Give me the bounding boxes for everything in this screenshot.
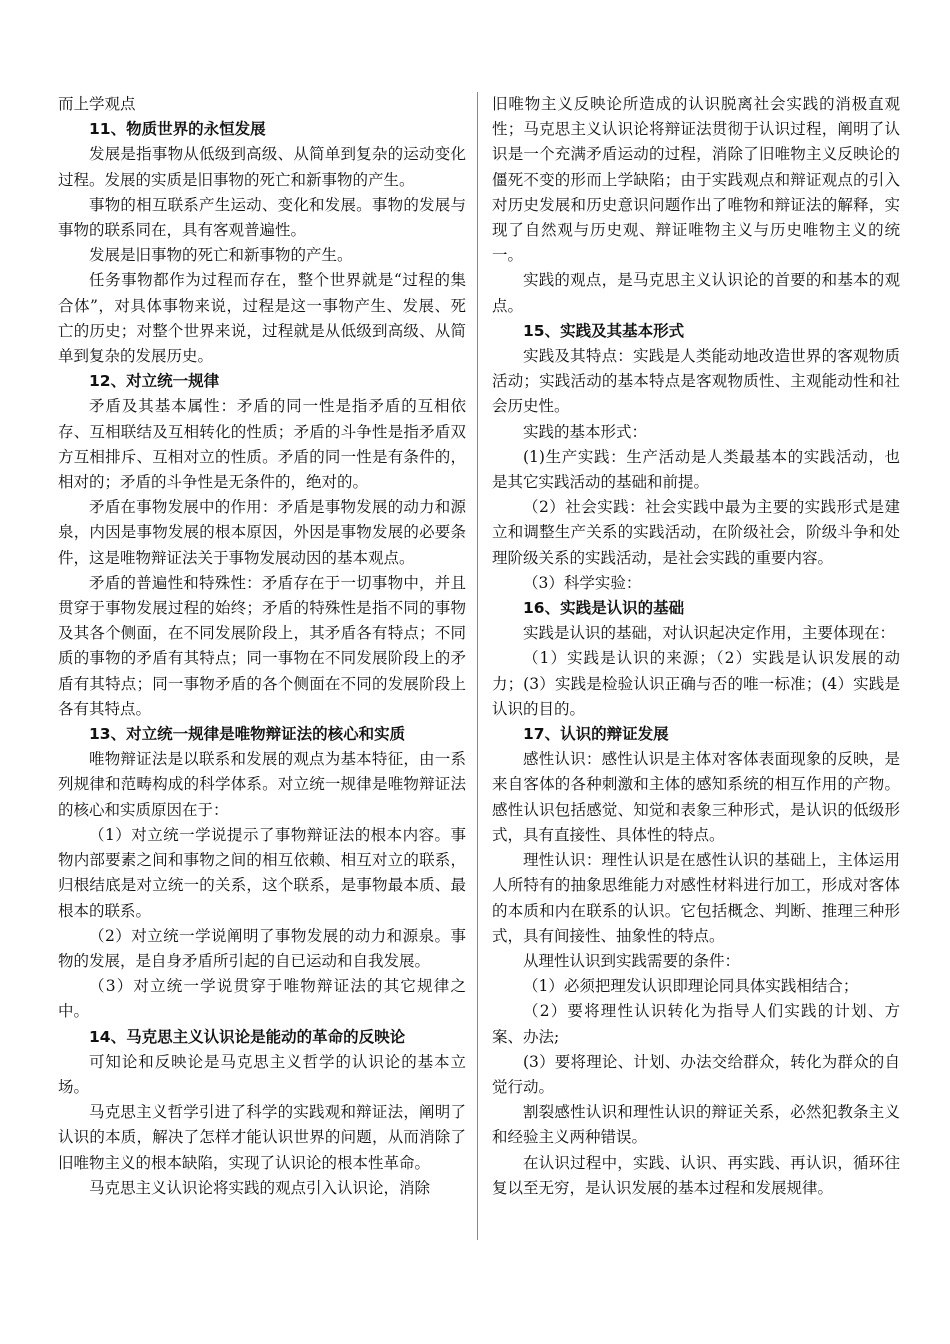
paragraph: 马克思主义哲学引进了科学的实践观和辩证法，阐明了认识的本质，解决了怎样才能认识世界的问题，从而消除了旧唯物主义的根本缺陷，实现了认识论的根本性革命。: [58, 1103, 466, 1172]
paragraph: （1）对立统一学说提示了事物辩证法的根本内容。事物内部要素之间和事物之间的相互依赖、相互对立的联系，归根结底是对立统一的关系，这个联系，是事物最本质、最根本的联系。: [58, 825, 466, 920]
paragraph: 可知论和反映论是马克思主义哲学的认识论的基本立场。: [58, 1052, 466, 1096]
paragraph: （2）对立统一学说阐明了事物发展的动力和源泉。事物的发展，是自身矛盾所引起的自已运动和自我发展。: [58, 926, 466, 970]
paragraph: 任务事物都作为过程而存在，整个世界就是“过程的集合体”，对具体事物来说，过程是这一事物产生、发展、死亡的历史；对整个世界来说，过程就是从低级到高级、从简单到复杂的发展历史。: [58, 271, 466, 366]
paragraph: 矛盾的普遍性和特殊性：矛盾存在于一切事物中，并且贯穿于事物发展过程的始终；矛盾的特殊性是指不同的事物及其各个侧面，在不同发展阶段上，其矛盾各有特点；不同质的事物的矛盾有其特点；同一事物在不同发展阶段上的矛盾有其特点；同一事物矛盾的各个侧面在不同的发展阶段上各有其特点。: [58, 573, 466, 718]
column-divider: [477, 92, 478, 1240]
section-heading-14: 14、马克思主义认识论是能动的革命的反映论: [89, 1027, 406, 1046]
paragraph: （1）必须把理发认识即理论同具体实践相结合；: [523, 977, 859, 996]
section-heading-17: 17、认识的辩证发展: [523, 725, 669, 744]
paragraph: 实践的基本形式：: [523, 422, 648, 441]
paragraph: （3）对立统一学说贯穿于唯物辩证法的其它规律之中。: [58, 977, 466, 1021]
section-heading-16: 16、实践是认识的基础: [523, 599, 685, 618]
paragraph: 从理性认识到实践需要的条件：: [523, 951, 741, 970]
right-column: [492, 92, 900, 1201]
paragraph: 事物的相互联系产生运动、变化和发展。事物的发展与事物的联系同在，具有客观普遍性。: [58, 195, 466, 240]
paragraph: 实践是认识的基础，对认识起决定作用，主要体现在：: [523, 624, 896, 643]
paragraph: 在认识过程中，实践、认识、再实践、再认识，循环往复以至无穷，是认识发展的基本过程和发展规律。: [492, 1153, 900, 1197]
paragraph: （3）科学实验：: [523, 573, 642, 592]
section-heading-13: 13、对立统一规律是唯物辩证法的核心和实质: [89, 725, 406, 744]
paragraph: 矛盾在事物发展中的作用：矛盾是事物发展的动力和源泉，内因是事物发展的根本原因，外因是事物发展的必要条件，这是唯物辩证法关于事物发展动因的基本观点。: [58, 498, 466, 567]
paragraph: 马克思主义认识论将实践的观点引入认识论，消除: [89, 1178, 431, 1197]
paragraph: (3）要将理论、计划、办法交给群众，转化为群众的自觉行动。: [492, 1052, 900, 1096]
paragraph: （1）实践是认识的来源；（2）实践是认识发展的动力；(3）实践是检验认识正确与否的唯一标准；(4）实践是认识的目的。: [492, 649, 900, 718]
paragraph: 而上学观点: [58, 95, 136, 113]
paragraph: 矛盾及其基本属性：矛盾的同一性是指矛盾的互相依存、互相联结及互相转化的性质；矛盾的斗争性是指矛盾双方互相排斥、互相对立的性质。矛盾的同一性是有条件的，相对的；矛盾的斗争性是无条件的，绝对的。: [58, 397, 466, 492]
paragraph: （2）社会实践：社会实践中最为主要的实践形式是建立和调整生产关系的实践活动，在阶级社会，阶级斗争和处理阶级关系的实践活动，是社会实践的重要内容。: [492, 498, 900, 567]
paragraph: （2）要将理性认识转化为指导人们实践的计划、方案、办法;: [492, 1002, 900, 1046]
section-heading-12: 12、对立统一规律: [89, 372, 220, 391]
section-heading-11: 11、物质世界的永恒发展: [89, 120, 266, 139]
paragraph: 理性认识：理性认识是在感性认识的基础上，主体运用人所特有的抽象思维能力对感性材料进行加工，形成对客体的本质和内在联系的认识。它包括概念、判断、推理三种形式，具有间接性、抽象性的特点。: [492, 851, 900, 945]
paragraph: 实践的观点，是马克思主义认识论的首要的和基本的观点。: [492, 271, 900, 315]
paragraph: 感性认识：感性认识是主体对客体表面现象的反映，是来自客体的各种刺激和主体的感知系统的相互作用的产物。感性认识包括感觉、知觉和表象三种形式，是认识的低级形式，具有直接性、具体性的特点。: [492, 750, 900, 844]
paragraph: (1)生产实践：生产活动是人类最基本的实践活动，也是其它实践活动的基础和前提。: [492, 447, 900, 492]
paragraph: 唯物辩证法是以联系和发展的观点为基本特征，由一系列规律和范畴构成的科学体系。对立统一规律是唯物辩证法的核心和实质原因在于：: [58, 750, 466, 819]
section-heading-15: 15、实践及其基本形式: [523, 321, 685, 340]
paragraph: 发展是指事物从低级到高级、从简单到复杂的运动变化过程。发展的实质是旧事物的死亡和新事物的产生。: [58, 145, 466, 189]
paragraph: 发展是旧事物的死亡和新事物的产生。: [89, 246, 353, 265]
left-column: [58, 92, 466, 1201]
paragraph: 实践及其特点：实践是人类能动地改造世界的客观物质活动；实践活动的基本特点是客观物质性、主观能动性和社会历史性。: [492, 347, 900, 416]
paragraph: 割裂感性认识和理性认识的辩证关系，必然犯教条主义和经验主义两种错误。: [492, 1103, 900, 1147]
paragraph: 旧唯物主义反映论所造成的认识脱离社会实践的消极直观性；马克思主义认识论将辩证法贯彻于认识过程，阐明了认识是一个充满矛盾运动的过程，消除了旧唯物主义反映论的僵死不变的形而上学缺陷；由于实践观点和辩证观点的引入对历史发展和历史意识问题作出了唯物和辩证法的解释，实现了自然观与历史观、辩证唯物主义与历史唯物主义的统一。: [492, 95, 900, 265]
